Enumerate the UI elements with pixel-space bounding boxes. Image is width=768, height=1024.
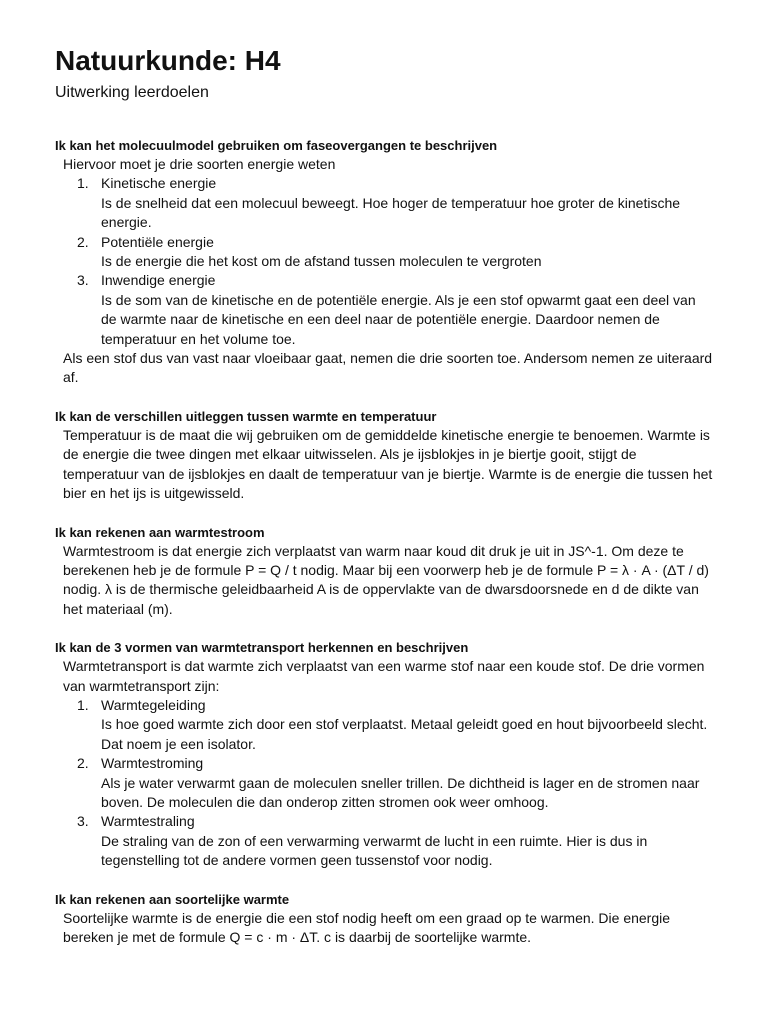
list-number: 1. — [77, 175, 89, 192]
section-warmte-temperatuur — [55, 407, 715, 504]
section-soortelijke-warmte — [55, 890, 715, 948]
section-heading: Ik kan rekenen aan soortelijke warmte — [55, 891, 290, 907]
section-molecuulmodel — [55, 136, 715, 388]
page-subtitle: Uitwerking leerdoelen — [55, 84, 209, 101]
list-item — [55, 696, 715, 754]
list-item-title: Kinetische energie — [101, 175, 217, 192]
list-number: 2. — [77, 755, 89, 772]
section-heading: Ik kan de verschillen uitleggen tussen warmte en temperatuur — [55, 408, 437, 424]
section-warmtetransport — [55, 638, 715, 870]
list-item — [55, 271, 715, 349]
list-item-title: Warmtestraling — [101, 813, 195, 830]
list-item-body: De straling van de zon of een verwarming verwarmt de lucht in een ruimte. Hier is dus in tegenstelling tot de andere vormen geen tussenstof voor nodig. — [101, 832, 648, 869]
list-item-body: Is de snelheid dat een molecuul beweegt. Hoe hoger de temperatuur hoe groter de kinetische energie. — [101, 194, 681, 231]
list-item — [55, 754, 715, 812]
section-intro: Warmtetransport is dat warmte zich verplaatst van een warme stof naar een koude stof. De drie vormen van warmtetransport zijn: — [63, 658, 705, 694]
section-text: Warmtestroom is dat energie zich verplaatst van warm naar koud dit druk je uit in JS^-1. Om deze te berekenen heb je de formule P = Q / t nodig. Maar bij een voorwerp heb je de formule P = λ · A · (ΔT / d) nodig. λ is de thermische geleidbaarheid A is de oppervlakte van de dwarsdoorsnede en d de dikte van het materiaal (m). — [63, 542, 709, 617]
list-item — [55, 233, 715, 272]
list-item — [55, 174, 715, 232]
list-item — [55, 812, 715, 870]
page-title: Natuurkunde: H4 — [55, 45, 281, 76]
section-intro: Hiervoor moet je drie soorten energie weten — [63, 156, 336, 172]
list-item-title: Warmtestroming — [101, 755, 204, 772]
section-warmtestroom — [55, 523, 715, 620]
list-number: 2. — [77, 233, 89, 250]
list-item-title: Warmtegeleiding — [101, 696, 206, 713]
list-item-title: Inwendige energie — [101, 272, 216, 289]
list-item-title: Potentiële energie — [101, 233, 214, 250]
section-text: Temperatuur is de maat die wij gebruiken om de gemiddelde kinetische energie te benoemen. Warmte is de energie die twee dingen met elkaar uitwisselen. Als je ijsblokjes in je biertje gooit, stijgt de temperatuur van de ijsblokjes en daalt de temperatuur van je biertje. Warmte is de energie die tussen het bier en het ijs is uitgewisseld. — [63, 426, 713, 502]
section-outro: Als een stof dus van vast naar vloeibaar gaat, nemen die drie soorten toe. Andersom nemen ze uiteraard af. — [63, 350, 713, 386]
list-item-body: Als je water verwarmt gaan de moleculen sneller trillen. De dichtheid is lager en de stromen naar boven. De moleculen die dan onderop zitten stromen ook weer omhoog. — [101, 774, 700, 810]
list-item-body: Is hoe goed warmte zich door een stof verplaatst. Metaal geleidt goed en hout bijvoorbeeld slecht. Dat noem je een isolator. — [101, 716, 708, 752]
document-page — [55, 44, 715, 947]
section-heading: Ik kan rekenen aan warmtestroom — [55, 524, 265, 540]
energy-list — [55, 174, 715, 349]
list-number: 1. — [77, 696, 89, 713]
section-heading: Ik kan het molecuulmodel gebruiken om faseovergangen te beschrijven — [55, 138, 498, 153]
list-number: 3. — [77, 813, 89, 830]
list-number: 3. — [77, 272, 89, 289]
section-heading: Ik kan de 3 vormen van warmtetransport herkennen en beschrijven — [55, 640, 469, 656]
transport-list — [55, 696, 715, 871]
list-item-body: Is de som van de kinetische en de potentiële energie. Als je een stof opwarmt gaat een deel van de warmte naar de kinetische en een deel naar de potentiële energie. Daardoor nemen de temperatuur en het volume toe. — [101, 291, 696, 347]
list-item-body: Is de energie die het kost om de afstand tussen moleculen te vergroten — [101, 253, 542, 270]
section-text: Soortelijke warmte is de energie die een stof nodig heeft om een graad op te warmen. Die energie bereken je met de formule Q = c · m · ΔT. c is daarbij de soortelijke warmte. — [63, 909, 671, 945]
